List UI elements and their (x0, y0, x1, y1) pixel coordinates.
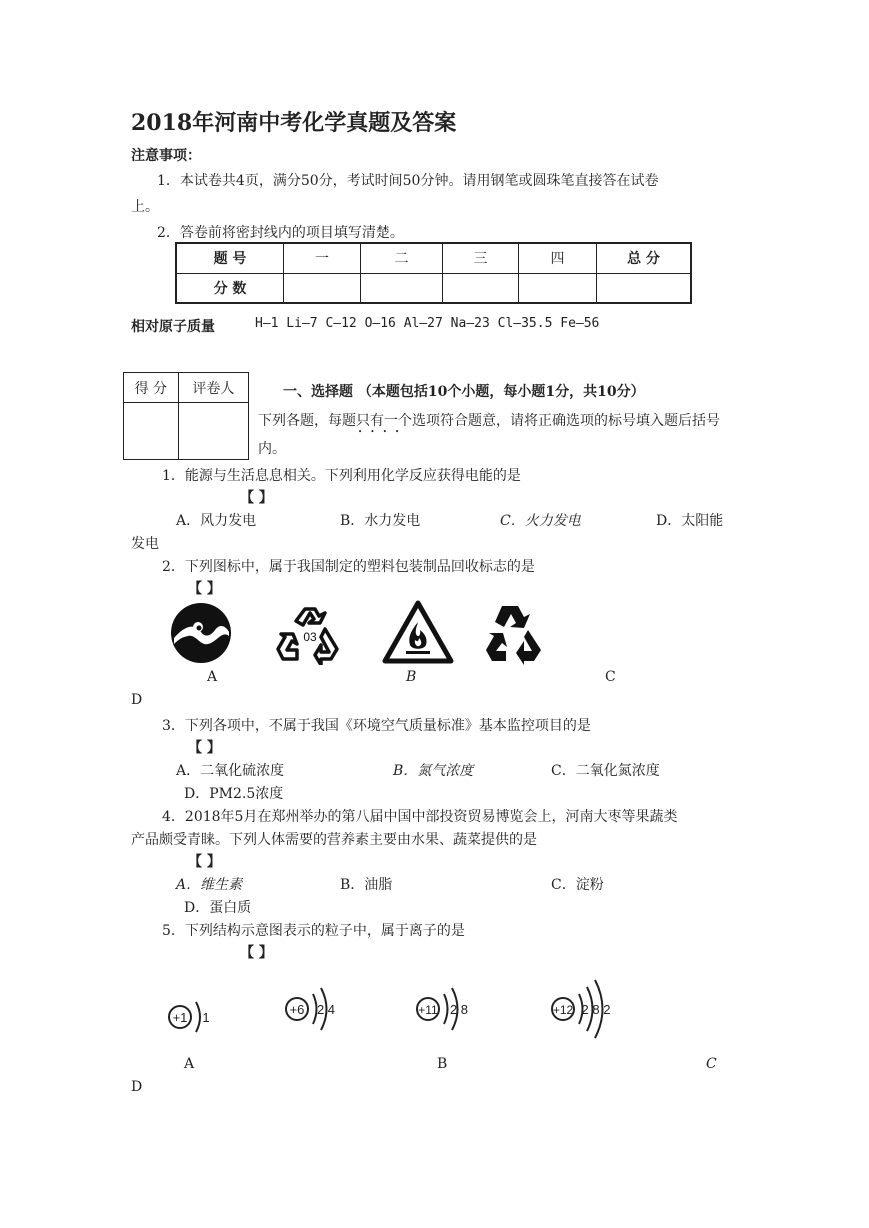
q4-option-b[interactable]: B．油脂 (340, 877, 393, 893)
score-cell-4[interactable] (519, 273, 597, 303)
q4-stem-wrap: 产品颇受青睐。下列人体需要的营养素主要由水果、蔬菜提供的是 (131, 832, 537, 848)
atomic-mass-values: H—1 Li—7 C—12 O—16 Al—27 Na—23 Cl—35.5 Fe—56 (255, 316, 600, 331)
q1-option-d[interactable]: D．太阳能 (656, 513, 724, 529)
note-1: 1．本试卷共4页，满分50分，考试时间50分钟。请用钢笔或圆珠笔直接答在试卷 (157, 173, 659, 189)
score-table-col-3: 三 (443, 243, 519, 273)
grader-score-label: 得 分 (124, 373, 179, 403)
grader-name-cell[interactable] (178, 403, 248, 460)
q2-label-b: B (406, 669, 417, 685)
atom-d-nucleus: +12 (552, 1003, 574, 1017)
score-table-col-total: 总 分 (597, 243, 692, 273)
q5-label-a: A (184, 1056, 195, 1072)
section-instructions (258, 410, 720, 430)
instr-emphasis: 只有一个 • • • • (356, 413, 412, 429)
q4-bracket[interactable]: 【 】 (188, 854, 221, 870)
q1-option-d-wrap: 发电 (131, 536, 159, 552)
q4-option-a[interactable]: A．维生素 (176, 877, 243, 893)
atom-b-shells: 2 4 (316, 1002, 336, 1017)
note-2: 2．答卷前将密封线内的项目填写清楚。 (157, 225, 404, 241)
plastic-recycle-03-icon (275, 603, 345, 669)
score-table-col-1: 一 (284, 243, 361, 273)
score-cell-3[interactable] (443, 273, 519, 303)
q2-bracket[interactable]: 【 】 (188, 581, 221, 597)
q5-label-d: D (131, 1079, 143, 1095)
atom-d-shells: 2 8 2 (581, 1002, 611, 1017)
atom-c-nucleus: +11 (418, 1003, 438, 1017)
q1-bracket[interactable]: 【 】 (240, 490, 273, 506)
q3-option-b[interactable]: B．氮气浓度 (393, 763, 474, 779)
q3-option-c[interactable]: C．二氧化氮浓度 (551, 763, 660, 779)
score-table-header-label: 题 号 (176, 243, 284, 273)
atomic-mass-label: 相对原子质量 (131, 319, 215, 335)
grader-table (123, 372, 249, 460)
q1-option-a[interactable]: A．风力发电 (176, 513, 257, 529)
score-table-col-4: 四 (519, 243, 597, 273)
recycle-code-text: 03 (303, 630, 317, 644)
score-cell-1[interactable] (284, 273, 361, 303)
section-heading: 一、选择题 （本题包括10个小题，每小题1分，共10分） (283, 384, 645, 400)
atom-c-shells: 2 8 (449, 1002, 469, 1017)
q1-option-b[interactable]: B．水力发电 (340, 513, 421, 529)
score-table-row-label: 分 数 (176, 273, 284, 303)
q2-label-c: C (605, 669, 616, 685)
atom-diagram-h (166, 990, 226, 1050)
q4-option-c[interactable]: C．淀粉 (551, 877, 604, 893)
score-table-col-2: 二 (361, 243, 443, 273)
recycling-arrows-icon (484, 603, 544, 669)
q1-option-c[interactable]: C．火力发电 (500, 513, 581, 529)
q1-stem: 1．能源与生活息息相关。下列利用化学反应获得电能的是 (162, 468, 521, 484)
q2-label-a: A (207, 669, 218, 685)
grader-name-label: 评卷人 (178, 373, 248, 403)
q4-stem: 4．2018年5月在郑州举办的第八届中国中部投资贸易博览会上，河南大枣等果蔬类 (162, 809, 678, 825)
q5-stem: 5．下列结构示意图表示的粒子中，属于离子的是 (162, 923, 465, 939)
q5-bracket[interactable]: 【 】 (240, 945, 273, 961)
instr-part-2: 选项符合题意，请将正确选项的标号填入题后括号 (412, 413, 720, 429)
atom-diagram-mg (548, 975, 628, 1047)
q3-bracket[interactable]: 【 】 (188, 740, 221, 756)
grader-score-cell[interactable] (124, 403, 179, 460)
score-table (175, 242, 692, 304)
q3-option-d[interactable]: D．PM2.5浓度 (184, 786, 284, 802)
score-cell-2[interactable] (361, 273, 443, 303)
q5-label-b: B (437, 1056, 448, 1072)
note-1-wrap: 上。 (131, 199, 159, 215)
atom-a-nucleus: +1 (172, 1010, 188, 1025)
notes-heading: 注意事项： (131, 148, 201, 164)
flammable-warning-icon (382, 600, 454, 668)
atom-diagram-na (413, 982, 483, 1042)
q3-stem: 3．下列各项中，不属于我国《环境空气质量标准》基本监控项目的是 (162, 718, 591, 734)
atom-a-shells: 1 (202, 1010, 210, 1025)
q2-label-d: D (131, 692, 143, 708)
q5-label-c: C (706, 1056, 717, 1072)
q2-stem: 2．下列图标中，属于我国制定的塑料包装制品回收标志的是 (162, 559, 535, 575)
page-title: 2018年河南中考化学真题及答案 (131, 110, 457, 136)
atom-diagram-c (282, 982, 352, 1042)
atom-b-nucleus: +6 (289, 1002, 305, 1017)
instr-part-1: 下列各题，每题 (258, 413, 356, 429)
q3-option-a[interactable]: A．二氧化硫浓度 (176, 763, 285, 779)
score-cell-total[interactable] (597, 273, 692, 303)
china-environmental-label-icon (170, 602, 232, 668)
q4-option-d[interactable]: D．蛋白质 (184, 900, 252, 916)
section-instructions-wrap: 内。 (258, 441, 286, 457)
